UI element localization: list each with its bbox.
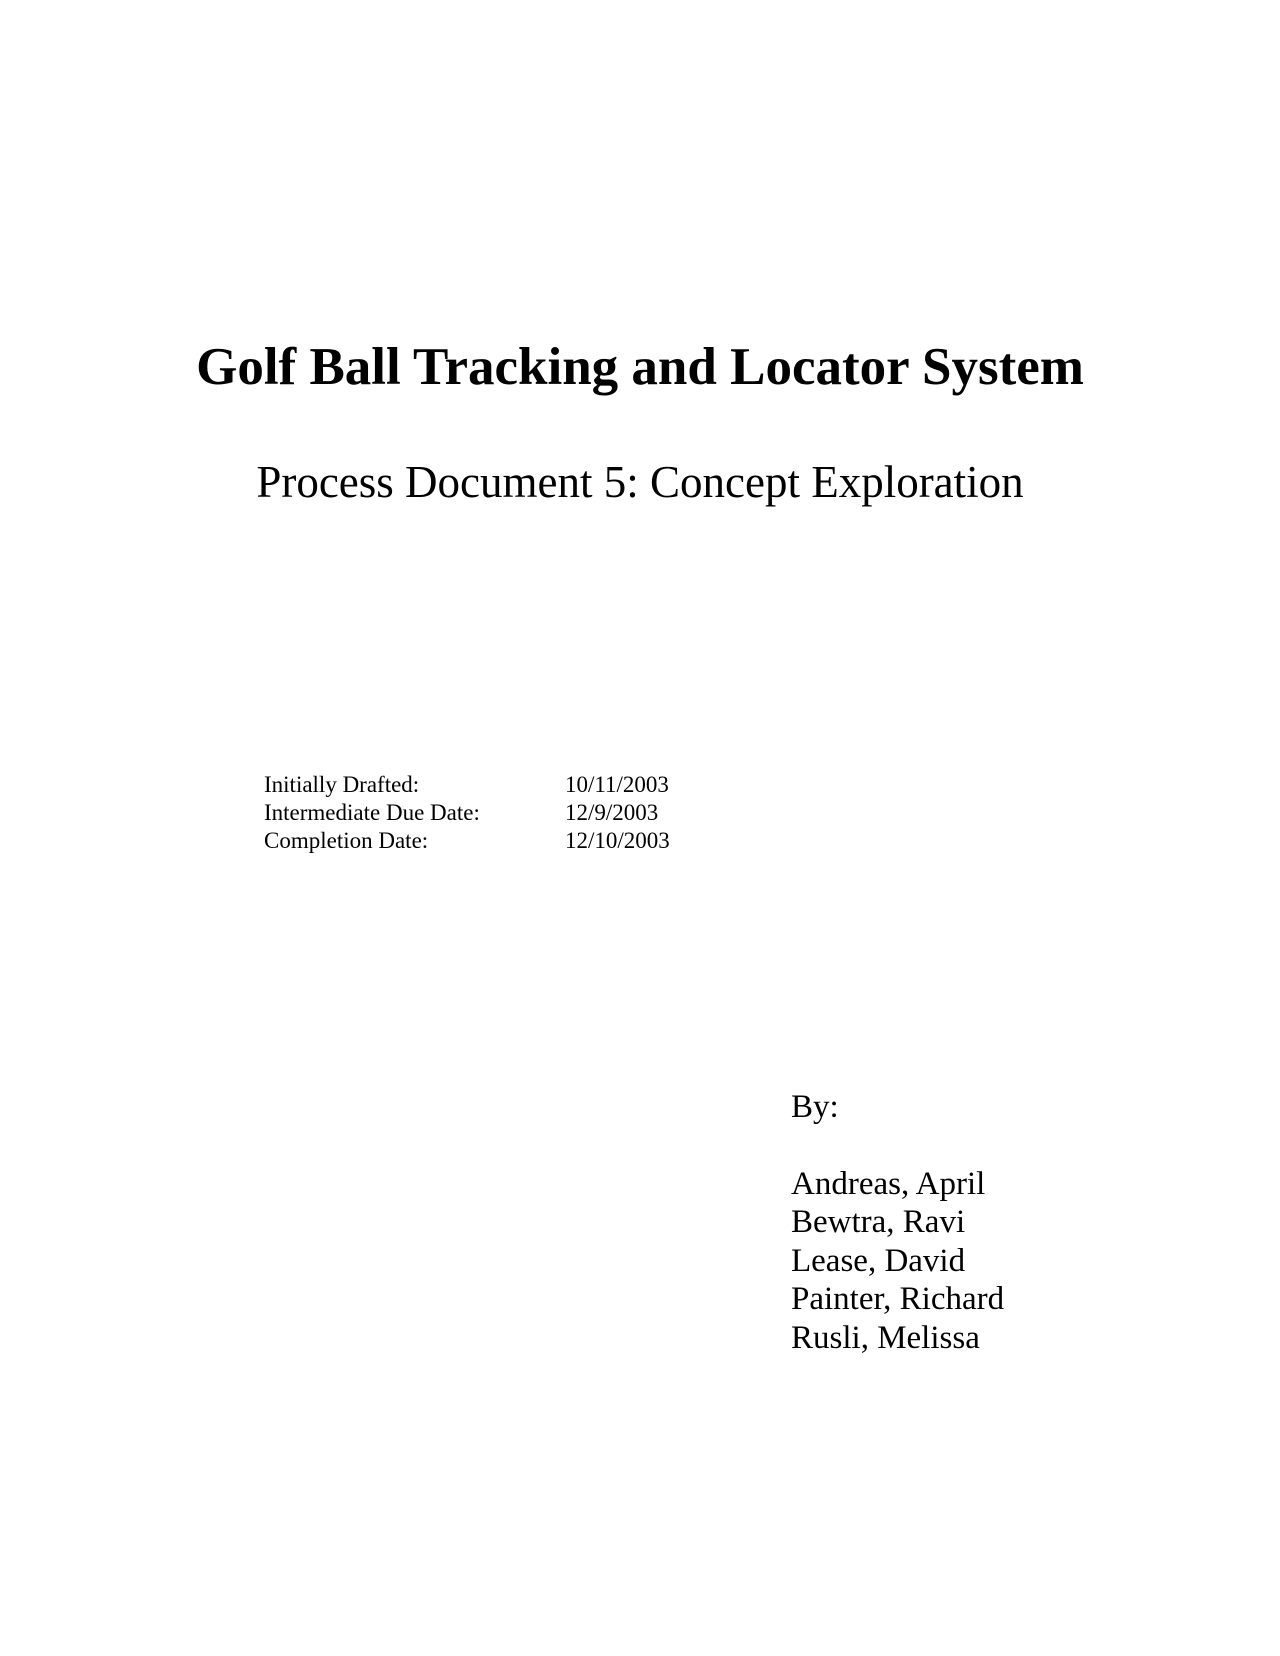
date-value: 12/10/2003 [565,828,670,853]
date-row-initially-drafted [264,771,670,799]
document-subtitle: Process Document 5: Concept Exploration [256,457,1024,507]
date-label: Completion Date: [264,828,429,853]
by-label: By: [791,1089,839,1125]
author-name: Lease, David [791,1242,966,1279]
date-table [264,771,670,855]
author-name: Bewtra, Ravi [791,1204,966,1240]
date-value: 10/11/2003 [565,772,669,797]
author-block [791,1088,1004,1357]
date-label: Initially Drafted: [264,772,420,797]
author-name: Rusli, Melissa [791,1319,980,1356]
date-row-completion [264,827,670,855]
document-title: Golf Ball Tracking and Locator System [196,338,1084,396]
date-row-intermediate-due [264,799,670,827]
author-name: Andreas, April [791,1165,986,1202]
date-value: 12/9/2003 [565,800,659,825]
date-label: Intermediate Due Date: [264,800,480,825]
author-name: Painter, Richard [791,1281,1005,1317]
